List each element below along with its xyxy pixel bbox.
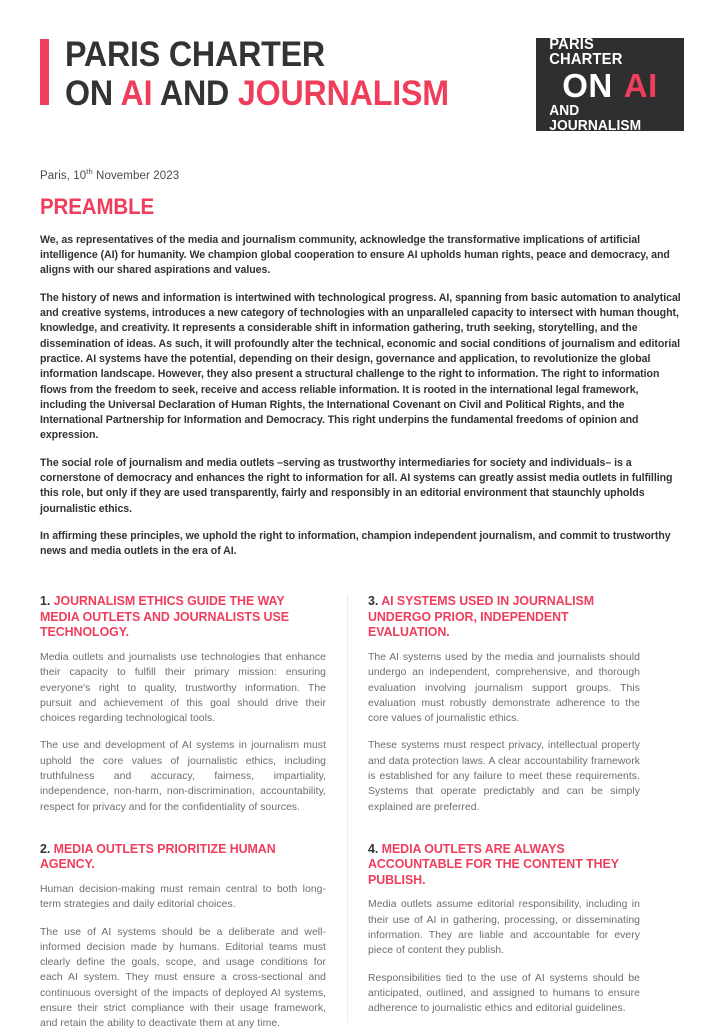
principle-3-number: 3. [368, 593, 379, 609]
page-title-ai: AI [120, 73, 153, 113]
principle-paragraph: These systems must respect privacy, intellectual property and data protection laws. A clear accountability framework is established for any failure to meet these requirements. Systems that operate predictably and can be simply explained are preferred. [368, 740, 640, 813]
principle-4-body [368, 897, 640, 1016]
principle-1-number: 1. [40, 593, 51, 609]
column-divider [347, 595, 349, 1021]
document-body [0, 167, 724, 1032]
page-title-on: ON [65, 73, 121, 113]
logo-line-on-ai [562, 66, 658, 104]
preamble-heading: PREAMBLE [40, 193, 155, 219]
principle-section-4 [368, 841, 640, 1017]
logo-ai: AI [623, 66, 658, 104]
preamble-paragraph: The social role of journalism and media outlets –serving as trustworthy intermediaries for society and individuals– is a cornerstone of democracy and enhances the right to information for all. AI systems can greatly assist media outlets in fulfilling this role, but only if they are used transparently, fairly and responsibly in an editorial environment that staunchly upholds journalistic ethics. [40, 456, 673, 515]
preamble-paragraph: We, as representatives of the media and journalism community, acknowledge the transformative implications of artificial intelligence (AI) for humanity. We champion global cooperation to ensure AI upholds human rights, peace and democracy, and aligns with our shared aspirations and values. [40, 233, 670, 277]
principle-2-body [40, 882, 326, 1032]
page-title-journalism: JOURNALISM [237, 73, 449, 113]
principle-2-number: 2. [40, 840, 51, 856]
page-title-and: AND [152, 73, 238, 113]
principle-3-title: AI SYSTEMS USED IN JOURNALISM UNDERGO PRIOR, INDEPENDENT EVALUATION. [368, 593, 595, 640]
principle-2-heading [40, 841, 309, 872]
document-header [0, 0, 724, 134]
place-date-ordinal: th [86, 167, 93, 176]
principle-paragraph: Human decision-making must remain central to both long-term strategies and daily editorial choices. [40, 883, 326, 911]
page-title-line-2 [65, 75, 449, 114]
principle-paragraph: The use and development of AI systems in journalism must uphold the core values of journalistic ethics, including truthfulness and accuracy, fairness, impartiality, independence, non-harm, non-discrimination, accountability, respect for privacy and for the confidentiality of sources. [40, 740, 326, 813]
preamble-body [40, 233, 684, 560]
principle-paragraph: Media outlets assume editorial responsibility, including in their use of AI in gathering, processing, or disseminating information. They are liable and accountable for every piece of content they publish. [368, 899, 640, 957]
place-and-date [40, 167, 684, 182]
principle-3-heading [368, 593, 624, 640]
principle-1-body [40, 650, 326, 815]
place-date-suffix: November 2023 [92, 169, 180, 182]
principle-1-heading [40, 593, 309, 640]
logo-line-and-journalism: AND JOURNALISM [549, 103, 642, 134]
principle-paragraph: The AI systems used by the media and journalists should undergo an independent, comprehensive, and thorough evaluation involving journalism support groups. This evaluation must robustly demonstrate adherence to the core values of journalistic ethics. [368, 651, 640, 725]
principle-section-3 [368, 593, 640, 814]
principle-4-heading [368, 841, 624, 888]
principle-section-1 [40, 593, 326, 814]
page-title [65, 36, 449, 113]
logo-line-paris-charter: PARIS CHARTER [549, 35, 623, 69]
preamble-paragraph: The history of news and information is intertwined with technological progress. AI, spanning from basic automation to analytical and creative systems, introduces a new category of technologies with an unparalleled capacity to intersect with human thought, knowledge, and creativity. It represents a considerable shift in information gathering, truth seeking, storytelling, and the dissemination of ideas. As such, it will profoundly alter the technical, economic and social conditions of journalism and editorial practice. AI systems have the potential, depending on their design, governance and application, to revolutionize the global information landscape. However, they also present a structural challenge to the right to information. The right to information flows from the freedom to seek, receive and access reliable information. It is rooted in the international legal framework, including the Universal Declaration of Human Rights, the International Covenant on Civil and Political Rights, and the International Partnership for Information and Democracy. This right underpins the fundamental freedoms of opinion and expression. [40, 291, 681, 442]
principle-4-number: 4. [368, 840, 379, 856]
principle-section-2 [40, 841, 326, 1032]
principle-paragraph: The use of AI systems should be a deliberate and well-informed decision made by humans. Editorial teams must clearly define the goals, scope, and usage conditions for each AI system. They must ensure a cross-sectional and continuous oversight of the impacts of deployed AI systems, ensure their strict compliance with their usage framework, and retain the ability to deactivate them at any time. [40, 926, 326, 1030]
principle-paragraph: Media outlets and journalists use technologies that enhance their capacity to fulfill their primary mission: ensuring everyone's right to quality, trustworthy information. The pursuit and achievement of this goal should drive their choices regarding technological tools. [40, 651, 326, 725]
place-date-prefix: Paris, 10 [40, 169, 87, 182]
principles-column-left [40, 593, 340, 1031]
page-title-line-1: PARIS CHARTER [65, 35, 326, 74]
accent-bar [40, 39, 49, 105]
principle-2-title: MEDIA OUTLETS PRIORITIZE HUMAN AGENCY. [40, 840, 276, 872]
logo-on: ON [562, 66, 613, 104]
paris-charter-logo [536, 35, 684, 134]
preamble-paragraph: In affirming these principles, we uphold the right to information, champion independent journalism, and commit to trustworthy news and media outlets in the era of AI. [40, 529, 671, 558]
principle-3-body [368, 650, 640, 815]
principle-paragraph: Responsibilities tied to the use of AI systems should be anticipated, outlined, and assigned to humans to ensure adherence to journalistic ethics and editorial guidelines. [368, 972, 640, 1015]
document-title-block [40, 36, 482, 113]
principle-4-title: MEDIA OUTLETS ARE ALWAYS ACCOUNTABLE FOR THE CONTENT THEY PUBLISH. [368, 840, 619, 887]
principle-1-title: JOURNALISM ETHICS GUIDE THE WAY MEDIA OUTLETS AND JOURNALISTS USE TECHNOLOGY. [40, 593, 289, 640]
principles-columns [40, 593, 684, 1031]
principles-column-right [340, 593, 640, 1031]
